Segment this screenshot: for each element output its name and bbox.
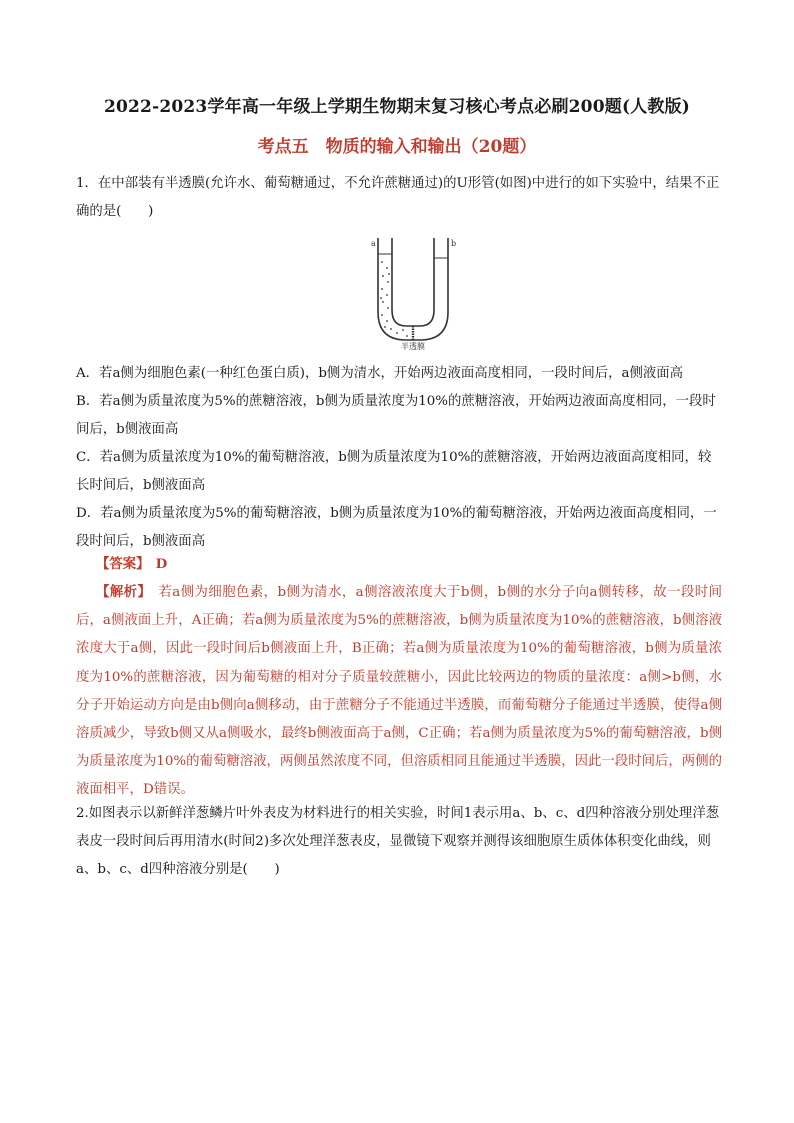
answer-value: D	[155, 556, 168, 572]
question-1-options	[76, 360, 722, 556]
option-a: A．若a侧为细胞色素(一种红色蛋白质)，b侧为清水，开始两边液面高度相同，一段时间后，a侧液面高	[76, 366, 684, 381]
figure-label-a: a	[371, 239, 376, 248]
figure-label-b: b	[451, 239, 457, 248]
question-1-stem: 1．在中部装有半透膜(允许水、葡萄糖通过，不允许蔗糖通过)的U形管(如图)中进行的如下实验中，结果不正确的是( )	[76, 176, 720, 219]
question-2-stem: 2.如图表示以新鲜洋葱鳞片叶外表皮为材料进行的相关实验，时间1表示用a、b、c、d四种溶液分别处理洋葱表皮一段时间后再用清水(时间2)多次处理洋葱表皮，显微镜下观察并测得该细胞原生质体体积变化曲线，则a、b、c、d四种溶液分别是( )	[76, 806, 720, 877]
option-c: C．若a侧为质量浓度为10%的葡萄糖溶液，b侧为质量浓度为10%的蔗糖溶液，开始两边液面高度相同，较长时间后，b侧液面高	[76, 450, 712, 493]
analysis-text: 若a侧为细胞色素，b侧为清水，a侧溶液浓度大于b侧，b侧的水分子向a侧转移，故一段时间后，a侧液面上升，A正确；若a侧为质量浓度为5%的蔗糖溶液，b侧为质量浓度为10%的蔗糖溶液，b侧溶液浓度大于a侧，因此一段时间后b侧液面上升，B正确；若a侧为质量浓度为10%的葡萄糖溶液，b侧为质量浓度为10%的蔗糖溶液，因为葡萄糖的相对分子质量较蔗糖小，因此比较两边的物质的量浓度：a侧>b侧，水分子开始运动方向是由b侧向a侧移动，由于蔗糖分子不能通过半透膜，而葡萄糖分子能通过半透膜，使得a侧溶质减少，导致b侧又从a侧吸水，最终b侧液面高于a侧，C正确；若a侧为质量浓度为5%的葡萄糖溶液，b侧为质量浓度为10%的葡萄糖溶液，两侧虽然浓度不同，但溶质相同且能通过半透膜，因此一段时间后，两侧的液面相平，D错误。	[76, 585, 722, 798]
analysis-label: 【解析】	[96, 584, 145, 600]
figure-caption: 半透膜	[401, 342, 425, 350]
u-tube-figure	[368, 232, 458, 350]
answer-line	[96, 550, 167, 578]
option-d: D．若a侧为质量浓度为5%的葡萄糖溶液，b侧为质量浓度为10%的葡萄糖溶液，开始两边液面高度相同，一段时间后，b侧液面高	[76, 506, 717, 549]
analysis-block	[76, 578, 722, 805]
section-subtitle: 考点五 物质的输入和输出（20题）	[257, 137, 537, 157]
answer-label: 【答案】	[96, 556, 150, 572]
option-b: B．若a侧为质量浓度为5%的蔗糖溶液，b侧为质量浓度为10%的蔗糖溶液，开始两边液面高度相同，一段时间后，b侧液面高	[76, 394, 716, 437]
document-title: 2022-2023学年高一年级上学期生物期末复习核心考点必刷200题(人教版)	[103, 97, 691, 117]
